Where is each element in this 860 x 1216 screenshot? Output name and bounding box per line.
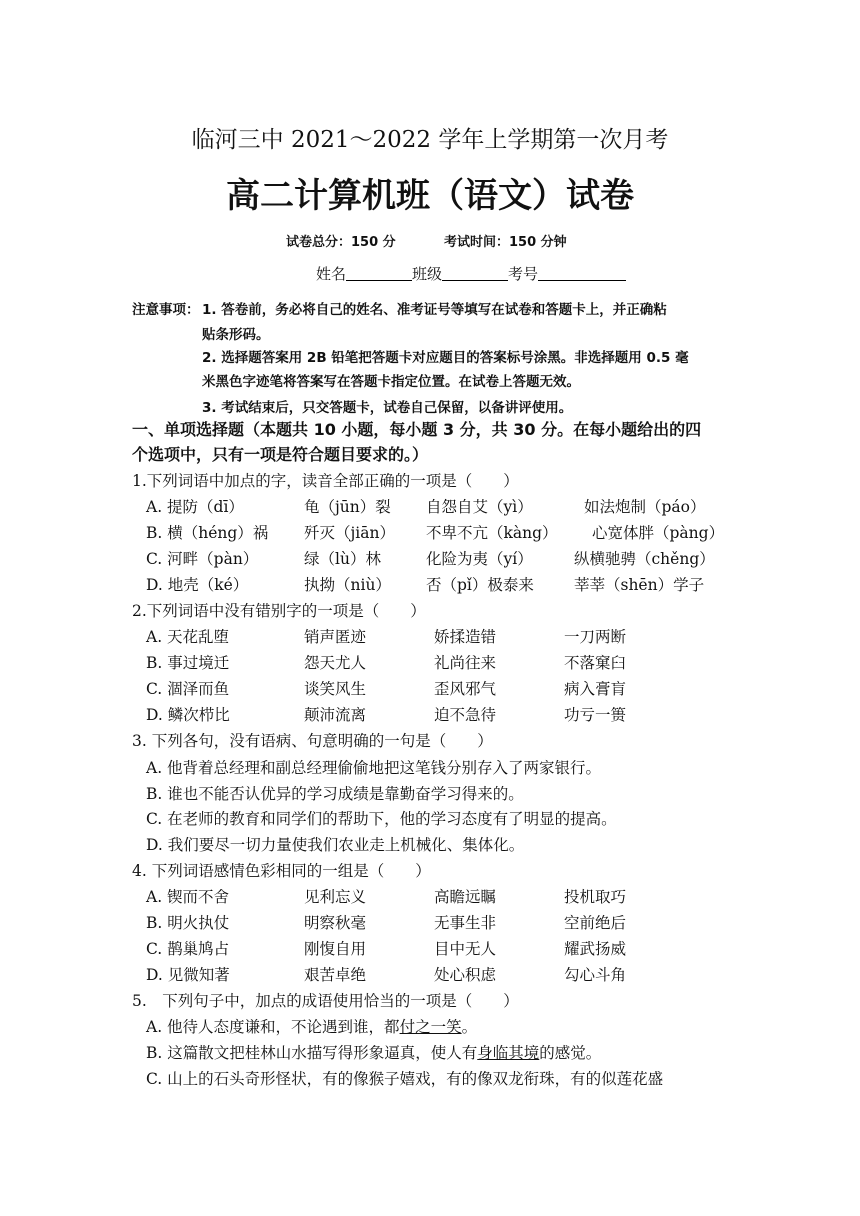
- question-3-option-a: A. 他背着总经理和副总经理偷偷地把这笔钱分别存入了两家银行。: [146, 759, 602, 777]
- option-item: 颠沛流离: [304, 706, 367, 724]
- option-item: 化险为夷（yí）: [426, 550, 533, 568]
- class-label: 班级: [412, 265, 443, 283]
- option-text: B. 这篇散文把桂林山水描写得形象逼真，使人有: [146, 1044, 478, 1062]
- question-5-option-a: [146, 1014, 477, 1040]
- option-item: 见利忘义: [304, 888, 367, 906]
- option-item: 投机取巧: [564, 888, 627, 906]
- question-3-option-b: B. 谁也不能否认优异的学习成绩是靠勤奋学习得来的。: [146, 785, 524, 803]
- option-item: 一刀两断: [564, 628, 627, 646]
- student-info-fields: [316, 263, 626, 284]
- option-item: 勾心斗角: [564, 966, 627, 984]
- notice-label: 注意事项：: [132, 302, 200, 318]
- option-item: 娇揉造错: [434, 628, 497, 646]
- notice-item-3: 3. 考试结束后，只交答题卡，试卷自己保留，以备讲评使用。: [202, 400, 573, 416]
- question-5-stem: 5. 下列句子中，加点的成语使用恰当的一项是（ ）: [132, 992, 519, 1010]
- exam-school-title: 临河三中 2021～2022 学年上学期第一次月考: [191, 127, 669, 153]
- option-item: 功亏一篑: [564, 706, 627, 724]
- option-item: 不落窠臼: [564, 654, 627, 672]
- option-text: 的感觉。: [539, 1044, 602, 1062]
- question-3-option-d: D. 我们要尽一切力量使我们农业走上机械化、集体化。: [146, 836, 525, 854]
- option-item: 不卑不亢（kàng）: [426, 524, 558, 542]
- class-blank[interactable]: [442, 266, 508, 281]
- question-4-stem: 4. 下列词语感情色彩相同的一组是（ ）: [132, 862, 431, 880]
- notice-item-2a: 2. 选择题答案用 2B 铅笔把答题卡对应题目的答案标号涂黑。非选择题用 0.5 毫: [202, 350, 689, 366]
- question-5-option-c: C. 山上的石头奇形怪状，有的像猴子嬉戏，有的像双龙衔珠，有的似莲花盛: [146, 1070, 664, 1088]
- option-item: A. 提防（dī）: [146, 498, 244, 516]
- option-item: 歼灭（jiān）: [304, 524, 395, 542]
- option-item: C. 鹊巢鸠占: [146, 940, 230, 958]
- option-item: B. 事过境迁: [146, 654, 230, 672]
- option-item: 高瞻远瞩: [434, 888, 497, 906]
- exam-no-label: 考号: [508, 265, 539, 283]
- option-item: B. 横（héng）祸: [146, 524, 269, 542]
- option-item: 刚愎自用: [304, 940, 367, 958]
- option-item: 执拗（niù）: [304, 576, 391, 594]
- option-item: 耀武扬威: [564, 940, 627, 958]
- total-score: 试卷总分：150 分: [286, 235, 396, 250]
- option-item: B. 明火执仗: [146, 914, 230, 932]
- question-3-option-c: C. 在老师的教育和同学们的帮助下，他的学习态度有了明显的提高。: [146, 810, 617, 828]
- option-item: 病入膏肓: [564, 680, 627, 698]
- option-item: 怨天尤人: [304, 654, 367, 672]
- option-item: 空前绝后: [564, 914, 627, 932]
- option-item: A. 天花乱堕: [146, 628, 230, 646]
- name-blank[interactable]: [346, 266, 412, 281]
- option-text: 。: [461, 1018, 478, 1036]
- option-item: C. 河畔（pàn）: [146, 550, 259, 568]
- exam-no-blank[interactable]: [538, 266, 626, 281]
- option-item: 销声匿迹: [304, 628, 367, 646]
- exam-time: 考试时间：150 分钟: [444, 235, 567, 250]
- option-item: 礼尚往来: [434, 654, 497, 672]
- option-item: C. 涸泽而鱼: [146, 680, 230, 698]
- option-item: D. 见微知著: [146, 966, 230, 984]
- option-item: 绿（lù）林: [304, 550, 381, 568]
- option-item: 无事生非: [434, 914, 497, 932]
- option-item: 目中无人: [434, 940, 497, 958]
- option-item: D. 地壳（ké）: [146, 576, 249, 594]
- option-item: 如法炮制（páo）: [584, 498, 706, 516]
- notice-item-1a: 1. 答卷前，务必将自己的姓名、准考证号等填写在试卷和答题卡上，并正确粘: [202, 302, 667, 318]
- option-item: 莘莘（shēn）学子: [574, 576, 705, 594]
- option-item: 谈笑风生: [304, 680, 367, 698]
- option-item: 否（pǐ）极泰来: [426, 576, 534, 594]
- underlined-idiom: 身临其境: [477, 1044, 540, 1062]
- option-item: 心宽体胖（pàng）: [592, 524, 725, 542]
- option-item: 处心积虑: [434, 966, 497, 984]
- option-item: 自怨自艾（yì）: [426, 498, 533, 516]
- section1-heading-2: 个选项中，只有一项是符合题目要求的。）: [132, 445, 429, 464]
- option-item: 迫不急待: [434, 706, 497, 724]
- option-item: 纵横驰骋（chěng）: [574, 550, 715, 568]
- option-text: A. 他待人态度谦和，不论遇到谁，都: [146, 1018, 400, 1036]
- section1-heading-1: 一、单项选择题（本题共 10 小题，每小题 3 分，共 30 分。在每小题给出的四: [132, 420, 702, 439]
- option-item: 明察秋毫: [304, 914, 367, 932]
- underlined-idiom: 付之一笑: [399, 1018, 462, 1036]
- notice-item-1b: 贴条形码。: [202, 327, 270, 343]
- option-item: A. 锲而不舍: [146, 888, 230, 906]
- exam-paper-title: 高二计算机班（语文）试卷: [226, 176, 634, 216]
- option-item: 艰苦卓绝: [304, 966, 367, 984]
- option-item: 龟（jūn）裂: [304, 498, 391, 516]
- notice-item-2b: 米黑色字迹笔将答案写在答题卡指定位置。在试卷上答题无效。: [202, 374, 580, 390]
- option-item: D. 鳞次栉比: [146, 706, 230, 724]
- question-5-option-b: [146, 1040, 601, 1066]
- question-1-stem: 1.下列词语中加点的字，读音全部正确的一项是（ ）: [132, 472, 519, 490]
- question-2-stem: 2.下列词语中没有错别字的一项是（ ）: [132, 602, 426, 620]
- name-label: 姓名: [316, 265, 347, 283]
- question-3-stem: 3. 下列各句，没有语病、句意明确的一句是（ ）: [132, 732, 493, 750]
- option-item: 歪风邪气: [434, 680, 497, 698]
